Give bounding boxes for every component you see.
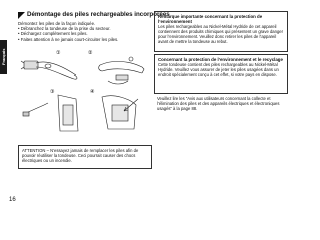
disposal-reference-text: Veuillez lire les “Avis aux utilisateurs concernant la collecte et l’élimination des piles et des appareils électriques et électroniques usagés” à la page 88. xyxy=(157,96,280,111)
figure-4-drawing xyxy=(102,96,138,129)
section-corner-mark xyxy=(18,12,25,19)
figure-number-2: ② xyxy=(88,50,93,56)
section-title: Démontage des piles rechargeables incorporées xyxy=(27,11,170,18)
attention-text: ATTENTION – N’essayez jamais de remplacer les piles afin de pouvoir réutiliser la tondeuse. Ceci pourrait causer des chocs électriques ou un incendie. xyxy=(22,148,139,163)
environment-note-box xyxy=(154,11,288,52)
recycling-note-box xyxy=(154,54,288,94)
figure-1-drawing xyxy=(21,61,77,79)
figure-2-drawing xyxy=(99,57,144,84)
environment-note-heading: Remarque importante concernant la protection de l’environnement xyxy=(158,14,263,25)
language-tab-label: Français xyxy=(1,48,6,66)
figure-3-drawing xyxy=(23,95,78,131)
attention-box xyxy=(18,145,152,169)
figure-number-3: ③ xyxy=(50,89,55,95)
steps-list xyxy=(18,26,118,42)
recycling-note-heading: Concernant la protection de l’environnement et le recyclage xyxy=(158,57,283,62)
recycling-note-text: Cette tondeuse contient des piles rechargeables au Nickel-Métal Hydride. Veuillez vous assurer de jeter les piles usagées dans un endroit spécialement conçu à cet effet, si votre pays en dispose. xyxy=(158,62,279,78)
intro-text: Démontez les piles de la façon indiquée. xyxy=(18,21,96,26)
figure-number-1: ① xyxy=(56,50,61,56)
disassembly-illustration-svg xyxy=(18,47,148,132)
page-number: 16 xyxy=(9,197,16,203)
step-text: Déchargez complètement les piles. xyxy=(20,31,88,37)
step-text: Débranchez la tondeuse de la prise du secteur. xyxy=(20,26,111,32)
instructions xyxy=(18,21,118,42)
step-item xyxy=(18,37,118,42)
figure-number-4: ④ xyxy=(90,89,95,95)
disassembly-illustrations xyxy=(18,47,148,132)
step-text: Faites attention à ne jamais court-circuiter les piles. xyxy=(20,36,119,42)
environment-note-text: Les piles rechargeables au Nickel-Métal Hydride de cet appareil contiennent des produits chimiques qui présentent un grave danger pour l’environnement. Veuillez donc retirer les piles de l’appareil avant de mettre la tondeuse au rebut. xyxy=(158,24,284,45)
